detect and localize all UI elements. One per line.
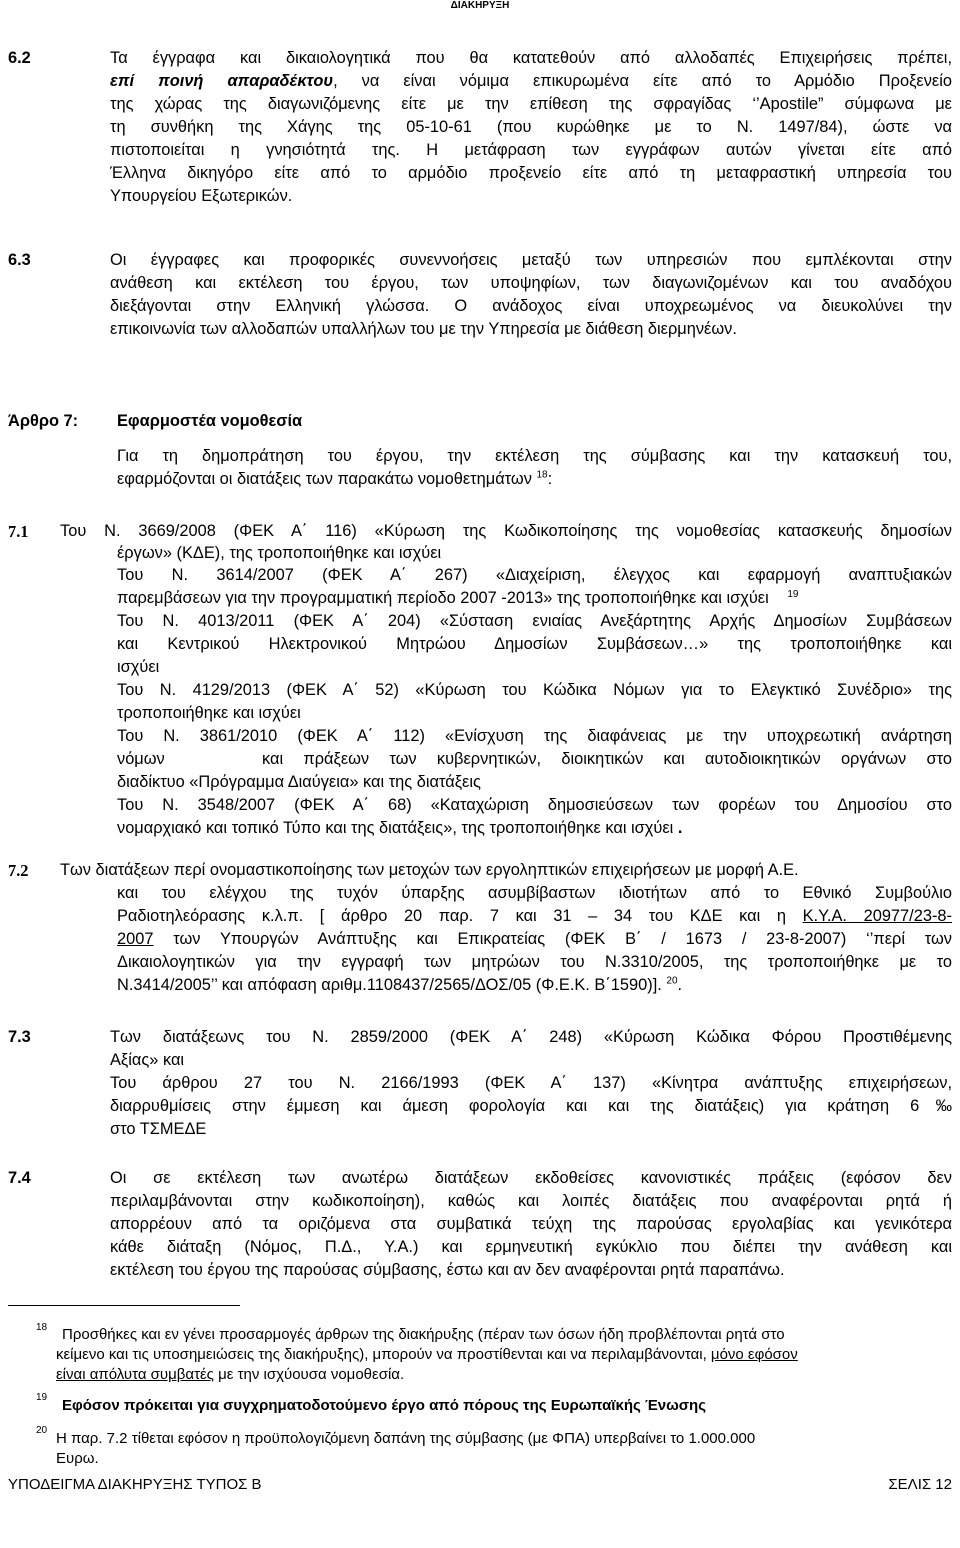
footnote-line: Εφόσον πρόκειται για συγχρηματοδοτούμενο έργο από πόρους της Ευρωπαϊκής Ένωσης bbox=[62, 1397, 706, 1414]
paragraph-line: Του άρθρου 27 του Ν. 2166/1993 (ΦΕΚ Α΄ 137) «Κίνητρα ανάπτυξης επιχειρήσεων, bbox=[110, 1074, 952, 1092]
paragraph-line: απορρέουν από τα οριζόμενα στα συμβατικά τεύχη της παρούσας εργολαβίας και γενικότερα bbox=[110, 1215, 952, 1233]
paragraph-line: και του ελέγχου της τυχόν ύπαρξης ασυμβίβαστων ιδιοτήτων από το Εθνικό Συμβούλιο bbox=[117, 884, 952, 902]
paragraph-line: επικοινωνία των αλλοδαπών υπαλλήλων του με την Υπηρεσία με διάθεση διερμηνέων. bbox=[110, 320, 737, 338]
paragraph-line: Των διατάξεων περί ονομαστικοποίησης των μετοχών των εργοληπτικών επιχειρήσεων με μορφή Α.Ε. bbox=[60, 861, 799, 879]
text-span: , να είναι νόμιμα επικυρωμένα είτε από το Αρμόδιο Προξενείο bbox=[333, 72, 952, 90]
paragraph-line: Του Ν. 3669/2008 (ΦΕΚ Α΄ 116) «Κύρωση της Κωδικοποίησης της νομοθεσίας κατασκευής δημοσίων bbox=[60, 522, 952, 540]
paragraph-line: Έλληνα δικηγόρο είτε από το αρμόδιο προξενείο είτε από τη μεταφραστική υπηρεσία του bbox=[110, 164, 952, 182]
paragraph-line: Οι έγγραφες και προφορικές συνεννοήσεις μεταξύ των υπηρεσιών που εμπλέκονται στην bbox=[110, 251, 952, 269]
paragraph-line: Υπουργείου Εξωτερικών. bbox=[110, 187, 293, 205]
paragraph-line: Δικαιολογητικών για την εγγραφή των μητρώων του Ν.3310/2005, της τροποποιήθηκε με το bbox=[117, 953, 952, 971]
footer-left: ΥΠΟΔΕΙΓΜΑ ΔΙΑΚΗΡΥΞΗΣ ΤΥΠΟΣ Β bbox=[8, 1476, 262, 1493]
paragraph-line: εκτέλεση του έργου της παρούσας σύμβασης, έστω και αν δεν αναφέρονται ρητά παραπάνω. bbox=[110, 1261, 785, 1279]
footnote-line bbox=[56, 1365, 404, 1384]
text-span: Ραδιοτηλεόρασης κ.λ.π. [ άρθρο 20 παρ. 7 και 31 – 34 του ΚΔΕ και η bbox=[117, 907, 786, 925]
paragraph-line: Οι σε εκτέλεση των ανωτέρω διατάξεων εκδοθείσες κανονιστικές πράξεις (εφόσον δεν bbox=[110, 1169, 952, 1187]
paragraph-line: Του Ν. 4129/2013 (ΦΕΚ Α΄ 52) «Κύρωση του Κώδικα Νόμων για το Ελεγκτικό Συνέδριο» της bbox=[117, 681, 952, 699]
paragraph-line bbox=[117, 929, 952, 950]
paragraph-line: Του Ν. 3614/2007 (ΦΕΚ Α΄ 267) «Διαχείριση, έλεγχος και εφαρμογή αναπτυξιακών bbox=[117, 566, 952, 584]
emphasis-text: επί ποινή απαραδέκτου bbox=[110, 72, 334, 90]
section-number: 6.2 bbox=[8, 49, 31, 67]
footer-page-number: ΣΕΛΙΣ 12 bbox=[888, 1476, 952, 1493]
paragraph-line: της χώρας της διαγωνιζόμενης είτε με την επίθεση της σφραγίδας ‘’Apostile” σύμφωνα με bbox=[110, 95, 952, 113]
footnote-number: 20 bbox=[36, 1425, 48, 1436]
paragraph-line: τη συνθήκη της Χάγης της 05-10-61 (που κυρώθηκε με το Ν. 1497/84), ώστε να bbox=[110, 118, 952, 136]
footnote-number: 19 bbox=[36, 1392, 48, 1403]
text-span: Κ.Υ.Α. 20977/23-8- bbox=[802, 907, 952, 925]
article-title: Εφαρμοστέα νομοθεσία bbox=[117, 412, 303, 430]
paragraph-line: τροποποιήθηκε και ισχύει bbox=[117, 704, 301, 722]
text-span: . bbox=[677, 976, 683, 994]
paragraph-line bbox=[117, 906, 952, 927]
footnote-line bbox=[56, 1345, 798, 1364]
paragraph-line: Για τη δημοπράτηση του έργου, την εκτέλεση της σύμβασης και την κατασκευή του, bbox=[117, 447, 952, 465]
paragraph-line: και Κεντρικού Ηλεκτρονικού Μητρώου Δημοσίων Συμβάσεων…» της τροποποιήθηκε και bbox=[117, 635, 952, 653]
text-span: με την ισχύουσα νομοθεσία. bbox=[213, 1366, 405, 1383]
paragraph-line bbox=[117, 975, 682, 996]
paragraph-line: Των διατάξεωνς του Ν. 2859/2000 (ΦΕΚ Α΄ 248) «Κύρωση Κώδικα Φόρου Προστιθέμενης bbox=[110, 1028, 952, 1046]
section-number: 7.1 bbox=[8, 522, 29, 541]
paragraph-line bbox=[117, 818, 682, 839]
paragraph-line: διαρρυθμίσεις στην έμμεση και άμεση φορολογία και και της διατάξεις) για κράτηση 6‰ bbox=[110, 1097, 952, 1115]
paragraph-line bbox=[117, 588, 798, 609]
text-span: Ν.3414/2005’’ και απόφαση αριθμ.1108437/2565/ΔΟΣ/05 (Φ.Ε.Κ. Β΄1590)]. bbox=[117, 976, 667, 994]
paragraph-line: και πράξεων των κυβερνητικών, διοικητικών και αυτοδιοικητικών οργάνων στο bbox=[262, 750, 952, 768]
footnote-number: 18 bbox=[36, 1322, 48, 1333]
footnote-line: Η παρ. 7.2 τίθεται εφόσον η προϋπολογιζόμενη δαπάνη της σύμβασης (με ΦΠΑ) υπερβαίνει το 1.000.000 bbox=[56, 1430, 756, 1447]
footnote-line: Προσθήκες και εν γένει προσαρμογές άρθρων της διακήρυξης (πέραν των όσων ήδη προβλέπονται ρητά στο bbox=[62, 1326, 785, 1343]
paragraph-line: νόμων bbox=[117, 750, 165, 768]
section-number: 7.4 bbox=[8, 1169, 31, 1187]
paragraph-line: πιστοποιείται η γνησιότητά της. Η μετάφραση των εγγράφων αυτών γίνεται είτε από bbox=[110, 141, 952, 159]
paragraph-line: Του Ν. 3861/2010 (ΦΕΚ Α΄ 112) «Ενίσχυση της διαφάνειας με την υποχρεωτική ανάρτηση bbox=[117, 727, 952, 745]
text-span: . bbox=[677, 819, 683, 837]
text-span: 2007 bbox=[117, 930, 154, 948]
paragraph-line bbox=[110, 71, 952, 92]
paragraph-line: κάθε διάταξη (Νόμος, Π.Δ., Υ.Α.) και ερμηνευτική εγκύκλιο που διέπει την ανάθεση και bbox=[110, 1238, 952, 1256]
page-header-title: ΔΙΑΚΗΡΥΞΗ bbox=[450, 0, 510, 11]
paragraph-line: Τα έγγραφα και δικαιολογητικά που θα κατατεθούν από αλλοδαπές Επιχειρήσεις πρέπει, bbox=[110, 49, 952, 67]
section-number: 7.2 bbox=[8, 861, 29, 880]
footnote-line: Ευρω. bbox=[56, 1450, 99, 1467]
text-span: : bbox=[547, 470, 553, 488]
text-span: παρεμβάσεων για την προγραμματική περίοδο 2007 -2013» της τροποποιήθηκε και ισχύει bbox=[117, 589, 769, 607]
section-number: 6.3 bbox=[8, 251, 31, 269]
paragraph-line: ισχύει bbox=[117, 658, 160, 676]
paragraph-line bbox=[117, 469, 552, 490]
paragraph-line: διεξάγονται στην Ελληνική γλώσσα. Ο ανάδοχος είναι υποχρεωμένος να διευκολύνει την bbox=[110, 297, 952, 315]
section-number: 7.3 bbox=[8, 1028, 31, 1046]
text-span: εφαρμόζονται οι διατάξεις των παρακάτω νομοθετημάτων bbox=[117, 470, 532, 488]
paragraph-line: στο ΤΣΜΕΔΕ bbox=[110, 1120, 207, 1138]
paragraph-line: περιλαμβάνονται στην κωδικοποίηση), καθώς και λοιπές διατάξεις που αναφέρονται ρητά ή bbox=[110, 1192, 952, 1210]
footnote-separator bbox=[8, 1305, 240, 1306]
paragraph-line: ανάθεση και εκτέλεση του έργου, των υποψηφίων, των διαγωνιζομένων και του αναδόχου bbox=[110, 274, 952, 292]
text-span: νομαρχιακό και τοπικό Τύπο και της διατάξεις», της τροποποιήθηκε και ισχύει bbox=[117, 819, 674, 837]
text-span: των Υπουργών Ανάπτυξης και Επικρατείας (ΦΕΚ Β΄ / 1673 / 23-8-2007) ‘’περί των bbox=[153, 930, 952, 948]
paragraph-line: Του Ν. 3548/2007 (ΦΕΚ Α΄ 68) «Καταχώριση δημοσιεύσεων των φορέων του Δημοσίου στο bbox=[117, 796, 952, 814]
footnote-ref: 20 bbox=[666, 975, 678, 987]
paragraph-line: διαδίκτυο «Πρόγραμμα Διαύγεια» και της διατάξεις bbox=[117, 773, 481, 791]
footnote-ref: 19 bbox=[787, 588, 799, 600]
paragraph-line: Αξίας» και bbox=[110, 1051, 185, 1069]
paragraph-line: Του Ν. 4013/2011 (ΦΕΚ Α΄ 204) «Σύσταση ενιαίας Ανεξάρτητης Αρχής Δημοσίων Συμβάσεων bbox=[117, 612, 952, 630]
text-span: μόνο εφόσον bbox=[710, 1346, 798, 1363]
paragraph-line: έργων» (ΚΔΕ), της τροποποιήθηκε και ισχύει bbox=[117, 544, 442, 562]
text-span: κείμενο και τις υποσημειώσεις της διακήρυξης), μπορούν να προστίθενται και να περιλαμβάνονται, bbox=[56, 1346, 711, 1363]
text-span: είναι απόλυτα συμβατές bbox=[56, 1366, 214, 1383]
footnote-ref: 18 bbox=[536, 469, 548, 481]
article-label: Άρθρο 7: bbox=[8, 412, 79, 430]
